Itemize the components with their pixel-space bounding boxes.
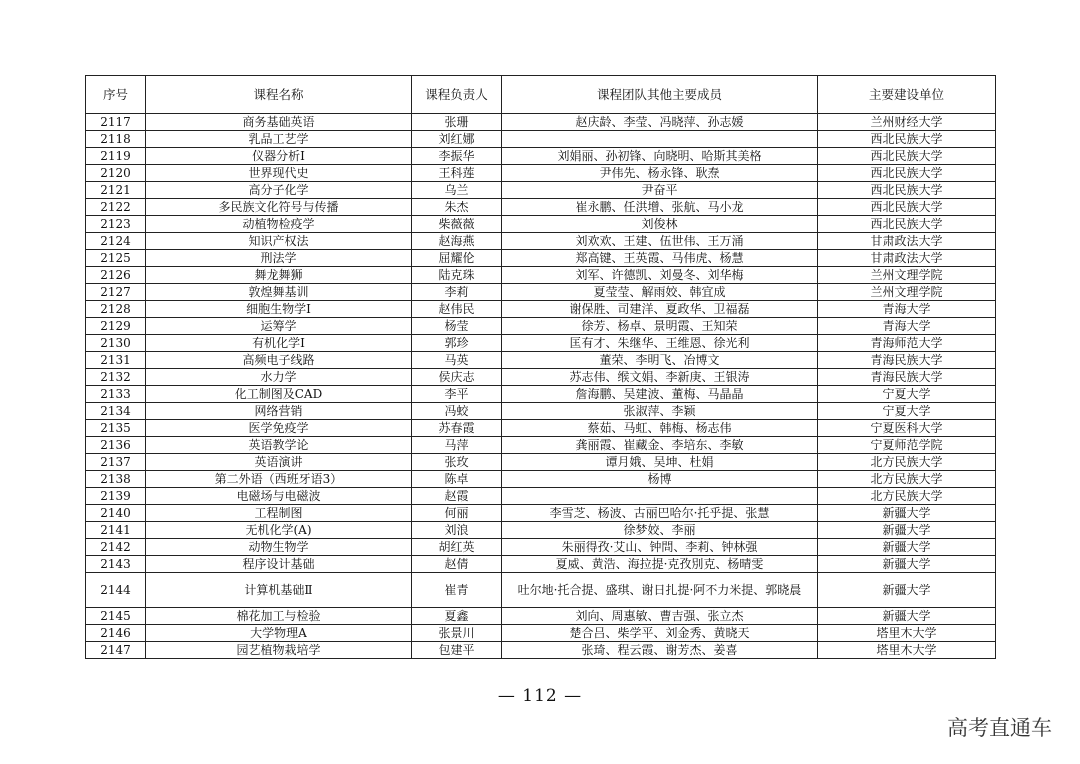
cell-index: 2120 xyxy=(86,165,146,182)
table-row xyxy=(86,539,996,556)
cell-team-members: 崔永鹏、任洪增、张航、马小龙 xyxy=(502,199,818,216)
cell-index: 2122 xyxy=(86,199,146,216)
cell-index: 2121 xyxy=(86,182,146,199)
cell-team-members: 徐芳、杨卓、景明霞、王知荣 xyxy=(502,318,818,335)
cell-team-members: 楚合吕、柴学平、刘金秀、黄晓天 xyxy=(502,625,818,642)
table-row xyxy=(86,403,996,420)
cell-course-name: 舞龙舞狮 xyxy=(146,267,412,284)
cell-institution: 甘肃政法大学 xyxy=(818,250,996,267)
cell-course-name: 第二外语（西班牙语3） xyxy=(146,471,412,488)
cell-course-lead: 刘红娜 xyxy=(412,131,502,148)
cell-course-lead: 何丽 xyxy=(412,505,502,522)
cell-course-name: 工程制图 xyxy=(146,505,412,522)
cell-institution: 西北民族大学 xyxy=(818,165,996,182)
cell-course-lead: 赵霞 xyxy=(412,488,502,505)
cell-course-name: 电磁场与电磁波 xyxy=(146,488,412,505)
cell-team-members: 谢保胜、司建洋、夏政华、卫福磊 xyxy=(502,301,818,318)
table-row xyxy=(86,267,996,284)
cell-course-name: 刑法学 xyxy=(146,250,412,267)
cell-team-members: 吐尔地·托合提、盛琪、谢日扎提·阿不力米提、郭晓晨 xyxy=(502,573,818,608)
cell-institution: 宁夏师范学院 xyxy=(818,437,996,454)
cell-team-members: 龚丽霞、崔藏金、李培东、李敏 xyxy=(502,437,818,454)
table-header-row xyxy=(86,76,996,114)
table-row xyxy=(86,318,996,335)
cell-index: 2144 xyxy=(86,573,146,608)
table-row xyxy=(86,386,996,403)
cell-course-name: 有机化学Ⅰ xyxy=(146,335,412,352)
cell-index: 2133 xyxy=(86,386,146,403)
cell-course-lead: 王科莲 xyxy=(412,165,502,182)
cell-index: 2139 xyxy=(86,488,146,505)
cell-team-members: 张淑萍、李颖 xyxy=(502,403,818,420)
table-row xyxy=(86,165,996,182)
cell-course-name: 高频电子线路 xyxy=(146,352,412,369)
cell-institution: 新疆大学 xyxy=(818,539,996,556)
cell-index: 2117 xyxy=(86,114,146,131)
cell-institution: 新疆大学 xyxy=(818,505,996,522)
cell-course-name: 敦煌舞基训 xyxy=(146,284,412,301)
cell-institution: 新疆大学 xyxy=(818,556,996,573)
table-row xyxy=(86,335,996,352)
cell-institution: 青海大学 xyxy=(818,318,996,335)
cell-course-lead: 苏春霞 xyxy=(412,420,502,437)
cell-course-lead: 刘浪 xyxy=(412,522,502,539)
cell-team-members: 谭月娥、吴坤、杜娟 xyxy=(502,454,818,471)
table-row xyxy=(86,454,996,471)
cell-index: 2138 xyxy=(86,471,146,488)
cell-institution: 青海大学 xyxy=(818,301,996,318)
cell-institution: 西北民族大学 xyxy=(818,131,996,148)
cell-institution: 塔里木大学 xyxy=(818,642,996,659)
cell-course-lead: 杨莹 xyxy=(412,318,502,335)
table-row xyxy=(86,556,996,573)
cell-index: 2136 xyxy=(86,437,146,454)
cell-institution: 北方民族大学 xyxy=(818,471,996,488)
cell-team-members: 徐梦姣、李丽 xyxy=(502,522,818,539)
cell-institution: 西北民族大学 xyxy=(818,182,996,199)
table-row xyxy=(86,522,996,539)
cell-course-lead: 崔青 xyxy=(412,573,502,608)
table-row xyxy=(86,625,996,642)
cell-course-name: 园艺植物栽培学 xyxy=(146,642,412,659)
cell-course-name: 细胞生物学Ⅰ xyxy=(146,301,412,318)
cell-institution: 塔里木大学 xyxy=(818,625,996,642)
cell-course-lead: 冯蛟 xyxy=(412,403,502,420)
cell-course-lead: 马英 xyxy=(412,352,502,369)
cell-team-members: 蔡茹、马虹、韩梅、杨志伟 xyxy=(502,420,818,437)
cell-course-name: 知识产权法 xyxy=(146,233,412,250)
header-course-name: 课程名称 xyxy=(146,76,412,114)
cell-institution: 北方民族大学 xyxy=(818,454,996,471)
cell-institution: 西北民族大学 xyxy=(818,199,996,216)
cell-course-lead: 李莉 xyxy=(412,284,502,301)
table-row xyxy=(86,301,996,318)
table-row xyxy=(86,369,996,386)
cell-course-lead: 李振华 xyxy=(412,148,502,165)
cell-course-name: 动植物检疫学 xyxy=(146,216,412,233)
table-row xyxy=(86,114,996,131)
table-row xyxy=(86,608,996,625)
cell-course-name: 乳品工艺学 xyxy=(146,131,412,148)
header-index: 序号 xyxy=(86,76,146,114)
cell-team-members: 匡有才、朱继华、王维恩、徐光利 xyxy=(502,335,818,352)
cell-index: 2147 xyxy=(86,642,146,659)
cell-institution: 新疆大学 xyxy=(818,522,996,539)
cell-course-name: 水力学 xyxy=(146,369,412,386)
cell-team-members: 董荣、李明飞、冶博文 xyxy=(502,352,818,369)
cell-index: 2141 xyxy=(86,522,146,539)
cell-team-members: 尹伟先、杨永锋、耿焘 xyxy=(502,165,818,182)
cell-index: 2119 xyxy=(86,148,146,165)
header-institution: 主要建设单位 xyxy=(818,76,996,114)
cell-team-members: 刘娟丽、孙初锋、向晓明、哈斯其美格 xyxy=(502,148,818,165)
cell-index: 2123 xyxy=(86,216,146,233)
cell-team-members: 刘俊林 xyxy=(502,216,818,233)
cell-team-members: 郑高键、王英霞、马伟虎、杨慧 xyxy=(502,250,818,267)
cell-index: 2128 xyxy=(86,301,146,318)
cell-course-lead: 侯庆志 xyxy=(412,369,502,386)
cell-course-name: 网络营销 xyxy=(146,403,412,420)
cell-course-lead: 张玫 xyxy=(412,454,502,471)
cell-index: 2126 xyxy=(86,267,146,284)
table-row xyxy=(86,199,996,216)
table-row xyxy=(86,182,996,199)
cell-index: 2145 xyxy=(86,608,146,625)
cell-course-name: 计算机基础Ⅱ xyxy=(146,573,412,608)
table-row xyxy=(86,573,996,608)
cell-course-name: 商务基础英语 xyxy=(146,114,412,131)
cell-course-name: 世界现代史 xyxy=(146,165,412,182)
cell-institution: 新疆大学 xyxy=(818,573,996,608)
cell-course-lead: 赵伟民 xyxy=(412,301,502,318)
cell-index: 2125 xyxy=(86,250,146,267)
table-row xyxy=(86,488,996,505)
table-row xyxy=(86,233,996,250)
cell-course-name: 化工制图及CAD xyxy=(146,386,412,403)
cell-institution: 青海民族大学 xyxy=(818,352,996,369)
table-row xyxy=(86,437,996,454)
cell-course-name: 英语教学论 xyxy=(146,437,412,454)
cell-team-members: 詹海鹏、吴建波、董梅、马晶晶 xyxy=(502,386,818,403)
cell-team-members: 刘欢欢、王建、伍世伟、王万涌 xyxy=(502,233,818,250)
cell-course-lead: 柴薇薇 xyxy=(412,216,502,233)
cell-course-name: 无机化学(A) xyxy=(146,522,412,539)
cell-team-members: 夏威、黄浩、海拉提·克孜別克、杨晴雯 xyxy=(502,556,818,573)
cell-institution: 宁夏大学 xyxy=(818,403,996,420)
watermark-logo-text: 高考直通车 xyxy=(947,716,1052,740)
cell-institution: 甘肃政法大学 xyxy=(818,233,996,250)
cell-team-members: 张琦、程云霞、谢芳杰、姜喜 xyxy=(502,642,818,659)
cell-team-members: 苏志伟、缑文娟、李新庚、王银涛 xyxy=(502,369,818,386)
page-number: — 112 — xyxy=(497,686,583,706)
cell-course-name: 动物生物学 xyxy=(146,539,412,556)
table-row xyxy=(86,471,996,488)
cell-index: 2140 xyxy=(86,505,146,522)
cell-index: 2135 xyxy=(86,420,146,437)
cell-institution: 西北民族大学 xyxy=(818,216,996,233)
table-row xyxy=(86,505,996,522)
cell-index: 2124 xyxy=(86,233,146,250)
cell-course-lead: 屈耀伦 xyxy=(412,250,502,267)
cell-team-members: 夏莹莹、解雨姣、韩宜成 xyxy=(502,284,818,301)
cell-course-lead: 赵海燕 xyxy=(412,233,502,250)
cell-course-lead: 夏鑫 xyxy=(412,608,502,625)
cell-institution: 兰州财经大学 xyxy=(818,114,996,131)
course-list-table xyxy=(85,75,996,659)
cell-team-members xyxy=(502,131,818,148)
table-row xyxy=(86,284,996,301)
cell-institution: 兰州文理学院 xyxy=(818,284,996,301)
cell-course-lead: 陆克珠 xyxy=(412,267,502,284)
cell-team-members: 赵庆龄、李莹、冯晓萍、孙志媛 xyxy=(502,114,818,131)
cell-index: 2130 xyxy=(86,335,146,352)
cell-course-name: 多民族文化符号与传播 xyxy=(146,199,412,216)
cell-course-name: 仪器分析Ⅰ xyxy=(146,148,412,165)
cell-index: 2146 xyxy=(86,625,146,642)
table-row xyxy=(86,148,996,165)
cell-team-members: 刘军、许德凯、刘曼冬、刘华梅 xyxy=(502,267,818,284)
table-row xyxy=(86,642,996,659)
cell-institution: 青海民族大学 xyxy=(818,369,996,386)
cell-institution: 宁夏医科大学 xyxy=(818,420,996,437)
table-row xyxy=(86,420,996,437)
cell-institution: 西北民族大学 xyxy=(818,148,996,165)
cell-index: 2129 xyxy=(86,318,146,335)
cell-institution: 青海师范大学 xyxy=(818,335,996,352)
cell-team-members: 李雪芝、杨波、古丽巴哈尔·托乎提、张慧 xyxy=(502,505,818,522)
cell-course-name: 大学物理A xyxy=(146,625,412,642)
cell-course-name: 棉花加工与检验 xyxy=(146,608,412,625)
cell-course-lead: 胡红英 xyxy=(412,539,502,556)
table-row xyxy=(86,131,996,148)
cell-index: 2132 xyxy=(86,369,146,386)
cell-team-members xyxy=(502,488,818,505)
cell-course-lead: 郭珍 xyxy=(412,335,502,352)
cell-index: 2127 xyxy=(86,284,146,301)
cell-institution: 兰州文理学院 xyxy=(818,267,996,284)
table-row xyxy=(86,216,996,233)
cell-index: 2137 xyxy=(86,454,146,471)
table-row xyxy=(86,352,996,369)
cell-course-lead: 陈卓 xyxy=(412,471,502,488)
cell-course-lead: 赵倩 xyxy=(412,556,502,573)
cell-course-lead: 朱杰 xyxy=(412,199,502,216)
cell-course-lead: 乌兰 xyxy=(412,182,502,199)
cell-course-name: 医学免疫学 xyxy=(146,420,412,437)
cell-course-lead: 张珊 xyxy=(412,114,502,131)
cell-course-lead: 马萍 xyxy=(412,437,502,454)
table-row xyxy=(86,250,996,267)
cell-index: 2142 xyxy=(86,539,146,556)
cell-course-name: 英语演讲 xyxy=(146,454,412,471)
cell-index: 2134 xyxy=(86,403,146,420)
table-body xyxy=(86,114,996,659)
cell-course-name: 程序设计基础 xyxy=(146,556,412,573)
cell-team-members: 杨博 xyxy=(502,471,818,488)
cell-team-members: 朱丽得孜·艾山、钟問、李莉、钟林强 xyxy=(502,539,818,556)
header-team-members: 课程团队其他主要成员 xyxy=(502,76,818,114)
cell-course-lead: 包建平 xyxy=(412,642,502,659)
header-course-lead: 课程负责人 xyxy=(412,76,502,114)
cell-course-lead: 张景川 xyxy=(412,625,502,642)
cell-institution: 宁夏大学 xyxy=(818,386,996,403)
cell-index: 2131 xyxy=(86,352,146,369)
cell-index: 2143 xyxy=(86,556,146,573)
cell-course-name: 运筹学 xyxy=(146,318,412,335)
cell-team-members: 刘向、周惠敏、曹吉强、张立杰 xyxy=(502,608,818,625)
cell-course-name: 高分子化学 xyxy=(146,182,412,199)
cell-index: 2118 xyxy=(86,131,146,148)
cell-institution: 北方民族大学 xyxy=(818,488,996,505)
cell-institution: 新疆大学 xyxy=(818,608,996,625)
cell-course-lead: 李平 xyxy=(412,386,502,403)
cell-team-members: 尹奋平 xyxy=(502,182,818,199)
